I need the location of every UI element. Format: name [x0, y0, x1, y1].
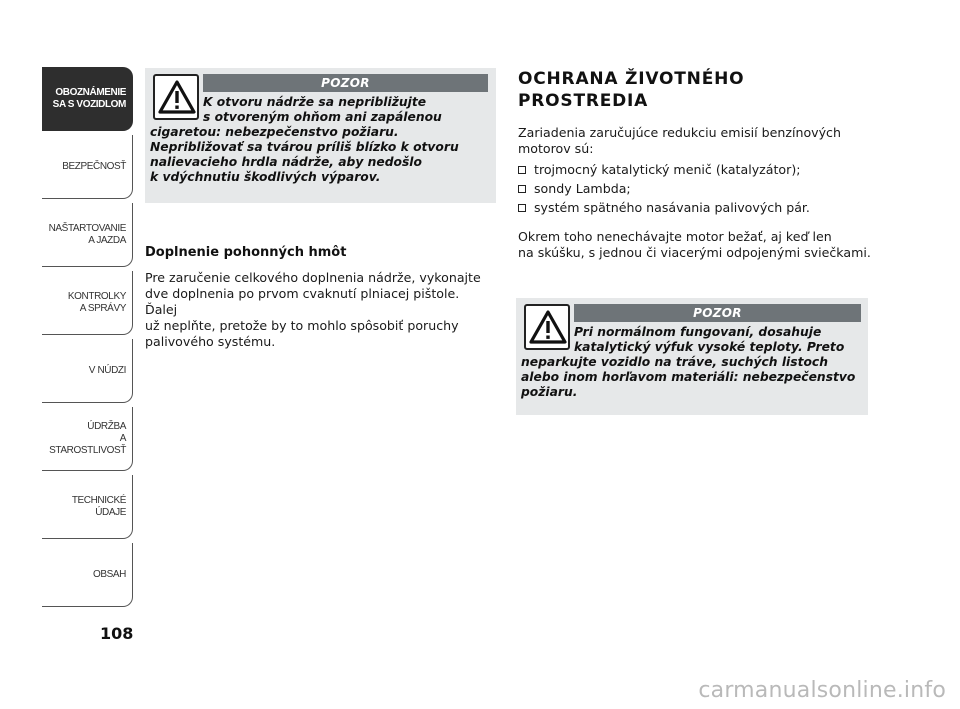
section-text: Pre zaručenie celkového doplnenia nádrže, vykonajte dve doplnenia po prvom cvaknutí plniacej pištole. Ďalej už neplňte, pretože by to mohlo spôsobiť poruchy palivového systému.: [145, 270, 481, 349]
warning-text: K otvoru nádrže sa nepribližujte s otvoreným ohňom ani zapálenou cigaretou: nebezpečenstvo požiaru. Nepribližovať sa tvárou príliš blízko k otvoru nalievacieho hrdla nádrže, aby nedošlo k vdýchnutiu škodlivých výparov.: [150, 95, 459, 184]
note-text: Okrem toho nenechávajte motor bežať, aj keď len na skúšku, s jednou či viacerými odpojenými sviečkami.: [518, 229, 871, 260]
warning-title: POZOR: [574, 304, 861, 322]
tab-kontrolky[interactable]: KONTROLKY A SPRÁVY: [42, 271, 133, 335]
watermark: carmanualsonline.info: [698, 678, 946, 703]
checkbox-bullet-icon: [518, 185, 526, 193]
section-title: Doplnenie pohonných hmôt: [145, 245, 347, 260]
tab-bezpecnost[interactable]: BEZPEČNOSŤ: [42, 135, 133, 199]
checkbox-bullet-icon: [518, 166, 526, 174]
checkbox-bullet-icon: [518, 204, 526, 212]
warning-text: Pri normálnom fungovaní, dosahuje katalytický výfuk vysoké teploty. Preto neparkujte vozidlo na tráve, suchých listoch alebo inom horľavom materiáli: nebezpečenstvo požiaru.: [521, 325, 856, 399]
fuel-warning-box: [145, 68, 496, 203]
tab-udrzba[interactable]: ÚDRŽBA A STAROSTLIVOSŤ: [42, 407, 133, 471]
page-heading: OCHRANA ŽIVOTNÉHO PROSTREDIA: [518, 69, 745, 111]
list-item: trojmocný katalytický menič (katalyzátor);: [518, 160, 810, 179]
tab-oboznamenie[interactable]: OBOZNÁMENIE SA S VOZIDLOM: [42, 67, 133, 131]
catalytic-warning-box: [516, 298, 868, 415]
tab-technicke-udaje[interactable]: TECHNICKÉ ÚDAJE: [42, 475, 133, 539]
warning-title: POZOR: [203, 74, 488, 92]
tab-nastartovanie[interactable]: NAŠTARTOVANIE A JAZDA: [42, 203, 133, 267]
page-number: 108: [100, 624, 134, 643]
emission-device-list: [518, 160, 810, 217]
tab-obsah[interactable]: OBSAH: [42, 543, 133, 607]
intro-text: Zariadenia zaručujúce redukciu emisií benzínových motorov sú:: [518, 125, 841, 156]
list-item: systém spätného nasávania palivových pár.: [518, 198, 810, 217]
list-item: sondy Lambda;: [518, 179, 810, 198]
tab-v-nudzi[interactable]: V NÚDZI: [42, 339, 133, 403]
